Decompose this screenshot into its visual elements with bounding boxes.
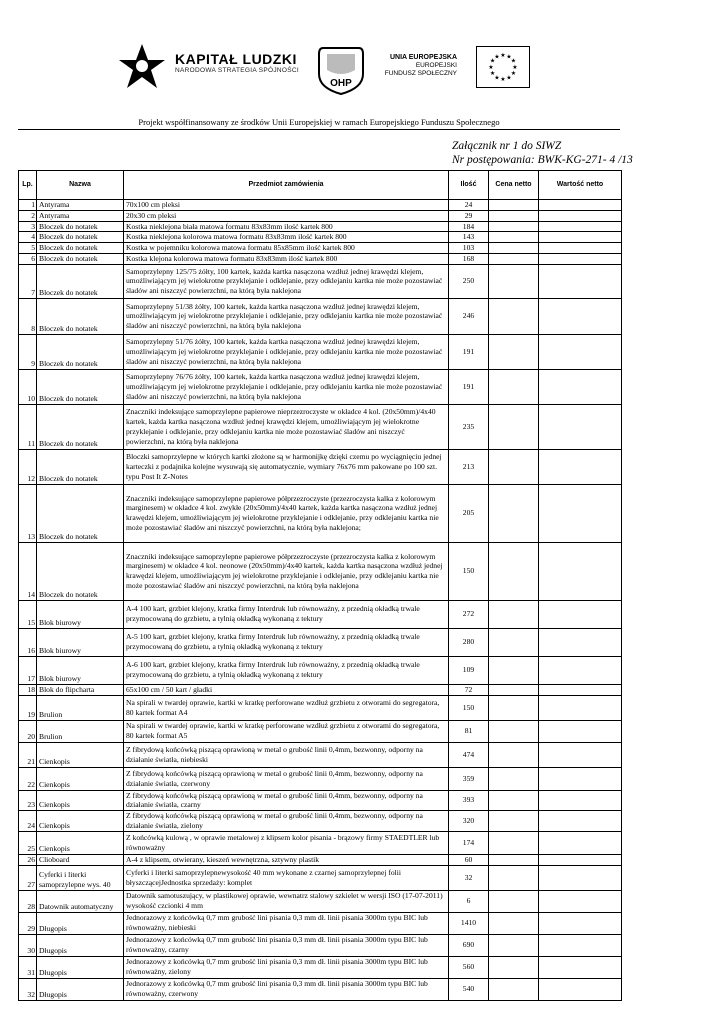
table-row [19,811,622,832]
cell-cena-netto [489,912,539,934]
cell-nazwa: Długopis [37,934,124,956]
cell-cena-netto [489,656,539,684]
table-row [19,767,622,790]
kapital-ludzki-wordmark [175,52,299,74]
table-row [19,542,622,600]
cell-nazwa: Długopis [37,978,124,1000]
table-row [19,890,622,912]
cell-ilosc: 60 [449,854,489,865]
annex-title: Załącznik nr 1 do SIWZ [452,140,562,152]
cell-cena-netto [489,956,539,978]
cell-wartosc-netto [539,956,622,978]
cell-ilosc: 6 [449,890,489,912]
cell-ilosc: 560 [449,956,489,978]
cell-cena-netto [489,404,539,449]
cell-przedmiot: Samoprzylepny 51/76 żółty, 100 kartek, każda kartka nasączona wzdłuż jednej krawędzi klejem, umożliwiającym jej wielokrotne przyklejanie i odklejanie, przy odklejaniu kartka nie może pozostawiać śladów ani niszczyć powierzchni, na którą była naklejona [124,334,449,369]
kapital-ludzki-star-logo-icon [117,42,167,92]
cell-przedmiot: Z fibrydową końcówką piszącą oprawioną w metal o grubość linii 0,4mm, bezwonny, odporny na działanie światła, czarny [124,790,449,811]
cell-wartosc-netto [539,404,622,449]
cell-wartosc-netto [539,243,622,254]
cell-lp: 11 [19,404,37,449]
cell-nazwa: Bloczek do notatek [37,253,124,264]
ue-line3: FUNDUSZ SPOŁECZNY [384,70,457,77]
cell-lp: 14 [19,542,37,600]
cell-nazwa: Cienkopis [37,742,124,767]
cell-nazwa: Bloczek do notatek [37,404,124,449]
cell-lp: 24 [19,811,37,832]
ue-line1: UNIA EUROPEJSKA [389,54,457,61]
cell-przedmiot: Znaczniki indeksujące samoprzylepne papierowe półprzezroczyste (przezroczysta kalka z kolorowym marginesem) w okładce 4 kol. neonowe (20x50mm)/4x40 kartek, każda kartka nasączona wzdłuż jednej krawędzi klejem, umożliwiającym jej wielokrotne przyklejanie i odklejanie, przy odklejaniu kartka nie może pozostawiać śladów ani niszczyć powierzchni, na którą była naklejona [124,542,449,600]
cell-cena-netto [489,865,539,890]
svg-text:★: ★ [512,64,518,71]
svg-text:★: ★ [489,70,496,77]
svg-text:★: ★ [494,53,500,61]
svg-text:★: ★ [489,57,496,65]
cell-lp: 3 [19,221,37,232]
table-row [19,854,622,865]
table-row [19,831,622,854]
cell-ilosc: 191 [449,369,489,404]
cell-ilosc: 29 [449,210,489,221]
cell-lp: 25 [19,831,37,854]
cell-lp: 9 [19,334,37,369]
cell-nazwa: Bloczek do notatek [37,264,124,298]
cell-lp: 31 [19,956,37,978]
cell-przedmiot: Z fibrydową końcówką piszącą oprawioną w metal o grubość linii 0,4mm, bezwonny, odporny na działanie światła, niebieski [124,742,449,767]
table-row [19,264,622,298]
cell-ilosc: 235 [449,404,489,449]
cell-przedmiot: Z fibrydową końcówką piszącą oprawioną w metal o grubość linii 0,4mm, bezwonny, odporny na działanie światła, czerwony [124,767,449,790]
cell-przedmiot: Kostka klejona kolorowa matowa formatu 83x83mm ilość kartek 800 [124,253,449,264]
cell-cena-netto [489,243,539,254]
cell-nazwa: Bloczek do notatek [37,298,124,334]
svg-text:★: ★ [506,53,512,61]
project-cofinancing-line: Projekt współfinansowany ze środków Unii Europejskiej w ramach Europejskiego Funduszu Społecznego [18,117,620,130]
cell-lp: 6 [19,253,37,264]
cell-przedmiot: Cyferki i literki samoprzylepnewysokość 40 mm wykonane z czarnej samoprzylepnej folii błyszczącejJednostka sprzedaży: komplet [124,865,449,890]
cell-nazwa: Cienkopis [37,767,124,790]
cell-cena-netto [489,334,539,369]
table-row [19,484,622,542]
header-wartosc-netto: Wartość netto [539,171,622,200]
cell-przedmiot: Samoprzylepny 125/75 żółty, 100 kartek, każda kartka nasączona wzdłuż jednej krawędzi klejem, umożliwiającym jej wielokrotne przyklejanie i odklejanie, przy odklejaniu kartka nie może pozostawiać śladów ani niszczyć powierzchni, na którą była naklejona [124,264,449,298]
order-items-table [18,170,622,1001]
cell-ilosc: 250 [449,264,489,298]
table-row [19,298,622,334]
cell-lp: 22 [19,767,37,790]
cell-cena-netto [489,484,539,542]
cell-cena-netto [489,854,539,865]
cell-lp: 29 [19,912,37,934]
cell-przedmiot: Znaczniki indeksujące samoprzylepne papierowe półprzezroczyste (przezroczysta kalka z kolorowym marginesem) w okładce 4 kol. zwykłe (20x50mm)/4x40 kartek, każda kartka nasączona wzdłuż jednej krawędzi klejem, umożliwiającym jej wielokrotne przyklejanie i odklejanie, przy odklejaniu kartka nie może pozostawiać śladów ani niszczyć powierzchni, na którą była naklejona; [124,484,449,542]
table-row [19,221,622,232]
cell-wartosc-netto [539,890,622,912]
cell-ilosc: 150 [449,695,489,720]
table-row [19,369,622,404]
cell-lp: 8 [19,298,37,334]
table-row [19,934,622,956]
cell-nazwa: Antyrama [37,200,124,211]
cell-cena-netto [489,742,539,767]
cell-przedmiot: Na spirali w twardej oprawie, kartki w kratkę perforowane wzdłuż grzbietu z otworami do segregatora, 80 kartek format A4 [124,695,449,720]
cell-nazwa: Cyferki i literki samoprzylepne wys. 40 [37,865,124,890]
cell-cena-netto [489,542,539,600]
cell-nazwa: Brulion [37,720,124,742]
svg-text:★: ★ [494,74,500,82]
cell-ilosc: 359 [449,767,489,790]
cell-cena-netto [489,831,539,854]
cell-lp: 30 [19,934,37,956]
cell-nazwa: Blok biurowy [37,656,124,684]
cell-wartosc-netto [539,253,622,264]
table-row [19,404,622,449]
cell-ilosc: 246 [449,298,489,334]
cell-cena-netto [489,978,539,1000]
cell-nazwa: Brulion [37,695,124,720]
cell-ilosc: 109 [449,656,489,684]
ohp-label: OHP [330,78,352,89]
cell-przedmiot: Datownik samotuszujący, w plastikowej oprawie, wewnatrz stalowy szkielet w wersji ISO (17-07-2011) wysokość czcionki 4 mm [124,890,449,912]
cell-ilosc: 174 [449,831,489,854]
table-row [19,684,622,695]
table-row [19,742,622,767]
cell-wartosc-netto [539,742,622,767]
cell-wartosc-netto [539,264,622,298]
cell-nazwa: Clioboard [37,854,124,865]
cell-wartosc-netto [539,831,622,854]
cell-cena-netto [489,890,539,912]
cell-wartosc-netto [539,369,622,404]
table-row [19,334,622,369]
table-row [19,790,622,811]
cell-lp: 27 [19,865,37,890]
cell-nazwa: Bloczek do notatek [37,232,124,243]
cell-wartosc-netto [539,334,622,369]
cell-lp: 23 [19,790,37,811]
cell-wartosc-netto [539,767,622,790]
ue-efs-text [382,54,457,78]
cell-wartosc-netto [539,790,622,811]
table-row [19,720,622,742]
table-row [19,656,622,684]
cell-wartosc-netto [539,484,622,542]
cell-lp: 15 [19,600,37,628]
cell-ilosc: 474 [449,742,489,767]
cell-nazwa: Bloczek do notatek [37,369,124,404]
table-row [19,628,622,656]
cell-nazwa: Długopis [37,956,124,978]
cell-przedmiot: Z fibrydową końcówką piszącą oprawioną w metal o grubość linii 0,4mm, bezwonny, odporny na działanie światła, zielony [124,811,449,832]
cell-wartosc-netto [539,656,622,684]
cell-cena-netto [489,934,539,956]
procedure-number: Nr postępowania: BWK-KG-271- 4 /13 [452,154,633,166]
cell-lp: 4 [19,232,37,243]
cell-nazwa: Bloczek do notatek [37,484,124,542]
cell-wartosc-netto [539,865,622,890]
cell-wartosc-netto [539,934,622,956]
cell-ilosc: 205 [449,484,489,542]
table-row [19,253,622,264]
cell-lp: 12 [19,449,37,484]
cell-lp: 1 [19,200,37,211]
cell-cena-netto [489,449,539,484]
header-cena-netto: Cena netto [489,171,539,200]
cell-lp: 21 [19,742,37,767]
cell-nazwa: Blok biurowy [37,600,124,628]
cell-cena-netto [489,628,539,656]
cell-lp: 19 [19,695,37,720]
table-row [19,956,622,978]
cell-cena-netto [489,767,539,790]
cell-ilosc: 103 [449,243,489,254]
cell-cena-netto [489,684,539,695]
cell-ilosc: 540 [449,978,489,1000]
annex-reference [452,139,633,167]
cell-przedmiot: Kostka nieklejona biała matowa formatu 83x83mm ilość kartek 800 [124,221,449,232]
ue-line2: EUROPEJSKI [415,62,457,69]
cell-przedmiot: Znaczniki indeksujące samoprzylepne papierowe nieprzezroczyste w okładce 4 kol. (20x50mm)/4x40 kartek, każda kartka nasączona wzdłuż jednej krawędzi klejem, umożliwiającym jej wielokrotne przyklejanie i odklejanie, przy odklejaniu kartka nie może pozostawiać śladów ani niszczyć powierzchni, na którą była naklejona [124,404,449,449]
cell-ilosc: 393 [449,790,489,811]
cell-cena-netto [489,369,539,404]
svg-text:★: ★ [510,57,517,65]
cell-przedmiot: 70x100 cm pleksi [124,200,449,211]
header-logos [0,38,725,98]
cell-cena-netto [489,264,539,298]
table-row [19,978,622,1000]
cell-lp: 28 [19,890,37,912]
cell-lp: 18 [19,684,37,695]
cell-cena-netto [489,695,539,720]
cell-cena-netto [489,720,539,742]
table-row [19,232,622,243]
cell-ilosc: 1410 [449,912,489,934]
cell-ilosc: 24 [449,200,489,211]
cell-ilosc: 690 [449,934,489,956]
cell-przedmiot: A-5 100 kart, grzbiet klejony, kratka firmy Interdruk lub równoważny, z przednią okładką trwale przymocowaną do grzbietu, a tylnią okładką wykonaną z tektury [124,628,449,656]
cell-przedmiot: Jednorazowy z końcówką 0,7 mm grubość lini pisania 0,3 mm dł. linii pisania 3000m typu BIC lub równoważny, czarny [124,934,449,956]
cell-wartosc-netto [539,232,622,243]
cell-przedmiot: A-6 100 kart, grzbiet klejony, kratka firmy Interdruk lub równoważny, z przednią okładką trwale przymocowaną do grzbietu, a tylnią okładką wykonaną z tektury [124,656,449,684]
cell-lp: 32 [19,978,37,1000]
header-nazwa: Nazwa [37,171,124,200]
cell-ilosc: 81 [449,720,489,742]
cell-lp: 26 [19,854,37,865]
cell-cena-netto [489,253,539,264]
cell-cena-netto [489,200,539,211]
cell-nazwa: Bloczek do notatek [37,449,124,484]
cell-cena-netto [489,232,539,243]
cell-przedmiot: 20x30 cm pleksi [124,210,449,221]
cell-wartosc-netto [539,449,622,484]
cell-ilosc: 184 [449,221,489,232]
cell-wartosc-netto [539,695,622,720]
cell-nazwa: Bloczek do notatek [37,334,124,369]
cell-przedmiot: Bloczki samoprzylepne w których kartki złożone są w harmonijkę dzięki czemu po wyciągnięciu jednej karteczki z podajnika kolejne wysuwają się automatycznie, wymiary 76x76 mm pakowane po 100 szt. typu Post It Z-Notes [124,449,449,484]
cell-nazwa: Bloczek do notatek [37,243,124,254]
cell-cena-netto [489,600,539,628]
cell-ilosc: 32 [449,865,489,890]
svg-text:★: ★ [500,52,506,59]
cell-ilosc: 213 [449,449,489,484]
svg-text:★: ★ [488,64,494,71]
cell-lp: 16 [19,628,37,656]
cell-ilosc: 280 [449,628,489,656]
cell-wartosc-netto [539,298,622,334]
svg-text:★: ★ [510,70,517,77]
eu-flag-icon [476,46,530,88]
cell-lp: 17 [19,656,37,684]
cell-przedmiot: 65x100 cm / 50 kart / gładki [124,684,449,695]
cell-wartosc-netto [539,720,622,742]
cell-nazwa: Blok do flipcharta [37,684,124,695]
cell-lp: 13 [19,484,37,542]
cell-wartosc-netto [539,200,622,211]
cell-przedmiot: Kostka w pojemniku kolorowa matowa formatu 85x85mm ilość kartek 800 [124,243,449,254]
cell-lp: 10 [19,369,37,404]
header-lp: Lp. [19,171,37,200]
table-row [19,200,622,211]
cell-wartosc-netto [539,684,622,695]
cell-ilosc: 272 [449,600,489,628]
cell-lp: 7 [19,264,37,298]
cell-lp: 20 [19,720,37,742]
cell-przedmiot: Jednorazowy z końcówką 0,7 mm grubość lini pisania 0,3 mm dł. linii pisania 3000m typu BIC lub równoważny, zielony [124,956,449,978]
cell-wartosc-netto [539,210,622,221]
cell-cena-netto [489,298,539,334]
cell-nazwa: Bloczek do notatek [37,221,124,232]
cell-lp: 2 [19,210,37,221]
cell-ilosc: 191 [449,334,489,369]
table-row [19,600,622,628]
cell-ilosc: 168 [449,253,489,264]
cell-przedmiot: A-4 100 kart, grzbiet klejony, kratka firmy Interdruk lub równoważny, z przednią okładką trwale przymocowaną do grzbietu, a tylnią okładką wykonaną z tektury [124,600,449,628]
cell-przedmiot: Z końcówką kulową , w oprawie metalowej z klipsem kolor pisania - brązowy firmy STAEDTLER lub równoważny [124,831,449,854]
table-row [19,449,622,484]
cell-nazwa: Cienkopis [37,790,124,811]
cell-przedmiot: Kostka nieklejona kolorowa matowa formatu 83x83mm ilość kartek 800 [124,232,449,243]
table-row [19,695,622,720]
cell-nazwa: Długopis [37,912,124,934]
cell-lp: 5 [19,243,37,254]
cell-wartosc-netto [539,978,622,1000]
cell-nazwa: Bloczek do notatek [37,542,124,600]
cell-wartosc-netto [539,811,622,832]
kl-subtitle: NARODOWA STRATEGIA SPÓJNOŚCI [175,67,299,74]
cell-nazwa: Antyrama [37,210,124,221]
cell-przedmiot: Na spirali w twardej oprawie, kartki w kratkę perforowane wzdłuż grzbietu z otworami do segregatora, 80 kartek format A5 [124,720,449,742]
cell-ilosc: 143 [449,232,489,243]
table-row [19,865,622,890]
cell-ilosc: 320 [449,811,489,832]
ohp-logo-icon [315,44,367,96]
cell-ilosc: 72 [449,684,489,695]
cell-nazwa: Blok biurowy [37,628,124,656]
cell-wartosc-netto [539,542,622,600]
cell-ilosc: 150 [449,542,489,600]
cell-wartosc-netto [539,628,622,656]
cell-wartosc-netto [539,854,622,865]
table-row [19,243,622,254]
cell-wartosc-netto [539,912,622,934]
table-row [19,210,622,221]
cell-nazwa: Cienkopis [37,831,124,854]
cell-przedmiot: Samoprzylepny 51/38 żółty, 100 kartek, każda kartka nasączona wzdłuż jednej krawędzi klejem, umożliwiającym jej wielokrotne przyklejanie i odklejanie, przy odklejaniu kartka nie może pozostawiać śladów ani niszczyć powierzchni, na którą była naklejona [124,298,449,334]
cell-cena-netto [489,221,539,232]
table-header-row [19,171,622,200]
kl-title: KAPITAŁ LUDZKI [175,51,297,67]
cell-nazwa: Datownik automatyczny [37,890,124,912]
cell-wartosc-netto [539,600,622,628]
header-przedmiot: Przedmiot zamówienia [124,171,449,200]
header-ilosc: Ilość [449,171,489,200]
cell-przedmiot: Samoprzylepny 76/76 żółty, 100 kartek, każda kartka nasączona wzdłuż jednej krawędzi klejem, umożliwiającym jej wielokrotne przyklejanie i odklejanie, przy odklejaniu kartka nie może pozostawiać śladów ani niszczyć powierzchni, na którą była naklejona [124,369,449,404]
table-row [19,912,622,934]
cell-wartosc-netto [539,221,622,232]
svg-text:★: ★ [500,76,506,83]
cell-przedmiot: A-4 z klipsem, otwierany, kieszeń wewnętrzna, sztywny plastik [124,854,449,865]
cell-cena-netto [489,811,539,832]
svg-text:★: ★ [506,74,512,82]
cell-przedmiot: Jednorazowy z końcówką 0,7 mm grubość lini pisania 0,3 mm dł. linii pisania 3000m typu BIC lub równoważny, czerwony [124,978,449,1000]
cell-nazwa: Cienkopis [37,811,124,832]
cell-cena-netto [489,790,539,811]
cell-cena-netto [489,210,539,221]
cell-przedmiot: Jednorazowy z końcówką 0,7 mm grubość lini pisania 0,3 mm dł. linii pisania 3000m typu BIC lub równoważny, niebieski [124,912,449,934]
